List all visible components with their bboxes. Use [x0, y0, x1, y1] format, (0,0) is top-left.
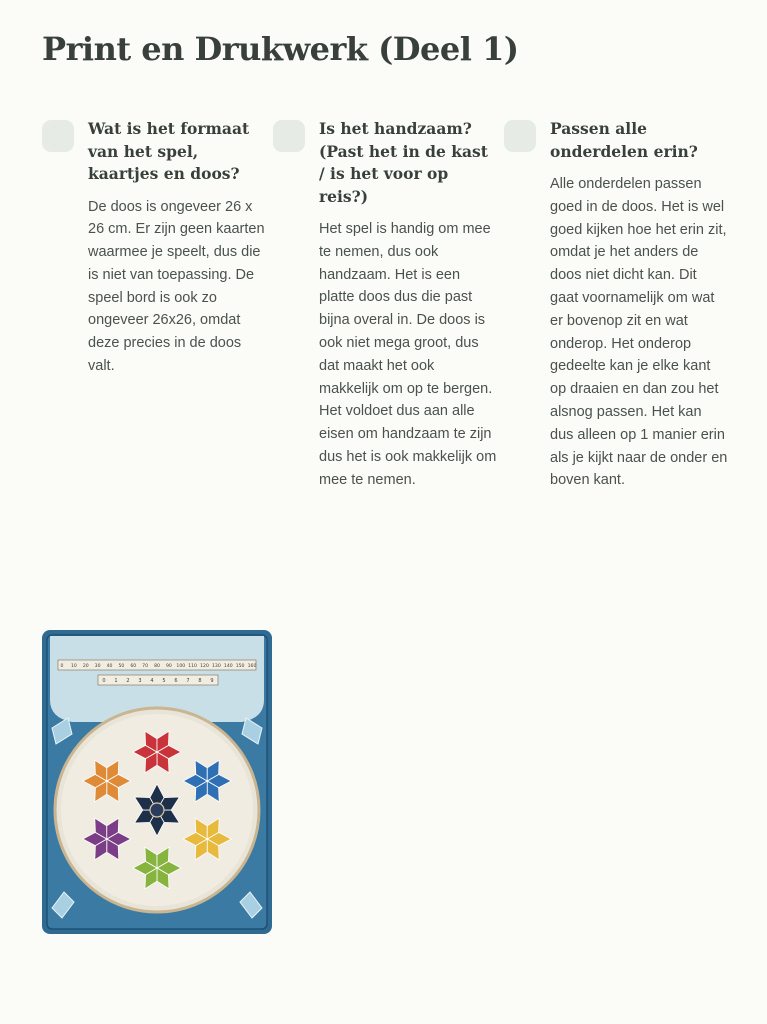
- score-track-label: 100: [176, 664, 186, 669]
- small-track-label: 7: [186, 678, 190, 684]
- center-medallion: [150, 803, 164, 817]
- score-track-label: 50: [118, 664, 125, 669]
- score-track-label: 60: [130, 664, 137, 669]
- small-track-label: 8: [198, 678, 202, 684]
- small-track-label: 4: [150, 678, 154, 684]
- score-track-label: 80: [154, 664, 160, 669]
- score-track-label: 70: [142, 664, 149, 669]
- score-track-label: 0: [60, 664, 64, 669]
- score-track-label: 20: [82, 664, 89, 669]
- question-heading: Passen alle onderdelen erin?: [550, 119, 698, 161]
- score-track-label: 10: [70, 664, 77, 669]
- answer-text: Het spel is handig om mee te nemen, dus ook handzaam. Het is een platte doos dus die past bijna overal in. De doos is ook niet mega groot, dus dat maakt het ook makkelijk om op te bergen. Het voldoet dus aan alle eisen om handzaam te zijn dus het is ook makkelijk om mee te nemen.: [319, 221, 497, 488]
- small-track-label: 2: [126, 678, 130, 684]
- score-track-label: 40: [106, 664, 113, 669]
- page-title: Print en Drukwerk (Deel 1): [42, 30, 519, 68]
- small-track-label: 6: [174, 678, 178, 684]
- question-heading: Wat is het formaat van het spel, kaartjes en doos?: [88, 119, 250, 183]
- score-track-label: 160: [247, 664, 257, 669]
- checkbox[interactable]: [42, 120, 74, 152]
- score-track-label: 140: [223, 664, 233, 669]
- score-track-label: 120: [200, 664, 209, 669]
- small-track-label: 0: [102, 678, 106, 684]
- score-track-label: 30: [94, 664, 101, 669]
- score-track-label: 130: [212, 664, 221, 669]
- checkbox[interactable]: [504, 120, 536, 152]
- score-track-label: 110: [188, 664, 197, 669]
- small-track-label: 3: [138, 678, 142, 684]
- small-track-label: 1: [114, 678, 118, 684]
- score-track-label: 150: [235, 664, 245, 669]
- score-track-label: 90: [165, 664, 172, 669]
- small-track-label: 9: [210, 678, 214, 684]
- game-board-image: [42, 630, 272, 934]
- question-heading: Is het handzaam? (Past het in de kast / is het voor op reis?): [319, 119, 488, 206]
- checkbox[interactable]: [273, 120, 305, 152]
- answer-text: De doos is ongeveer 26 x 26 cm. Er zijn geen kaarten waarmee je speelt, dus die is niet van toepassing. De speel bord is ook zo ongeveer 26x26, omdat deze precies in de doos valt.: [88, 198, 265, 375]
- answer-text: Alle onderdelen passen goed in de doos. Het is wel goed kijken hoe het erin zit, omdat je het anders de doos niet dicht kan. Dit gaat voornamelijk om wat er bovenop zit en wat onderop. Het onderop gedeelte kan je elke kant op draaien en dan zou het alsnog passen. Het kan dus alleen op 1 manier erin als je kijkt naar de onder en boven kant.: [550, 176, 728, 489]
- small-track-label: 5: [162, 678, 166, 684]
